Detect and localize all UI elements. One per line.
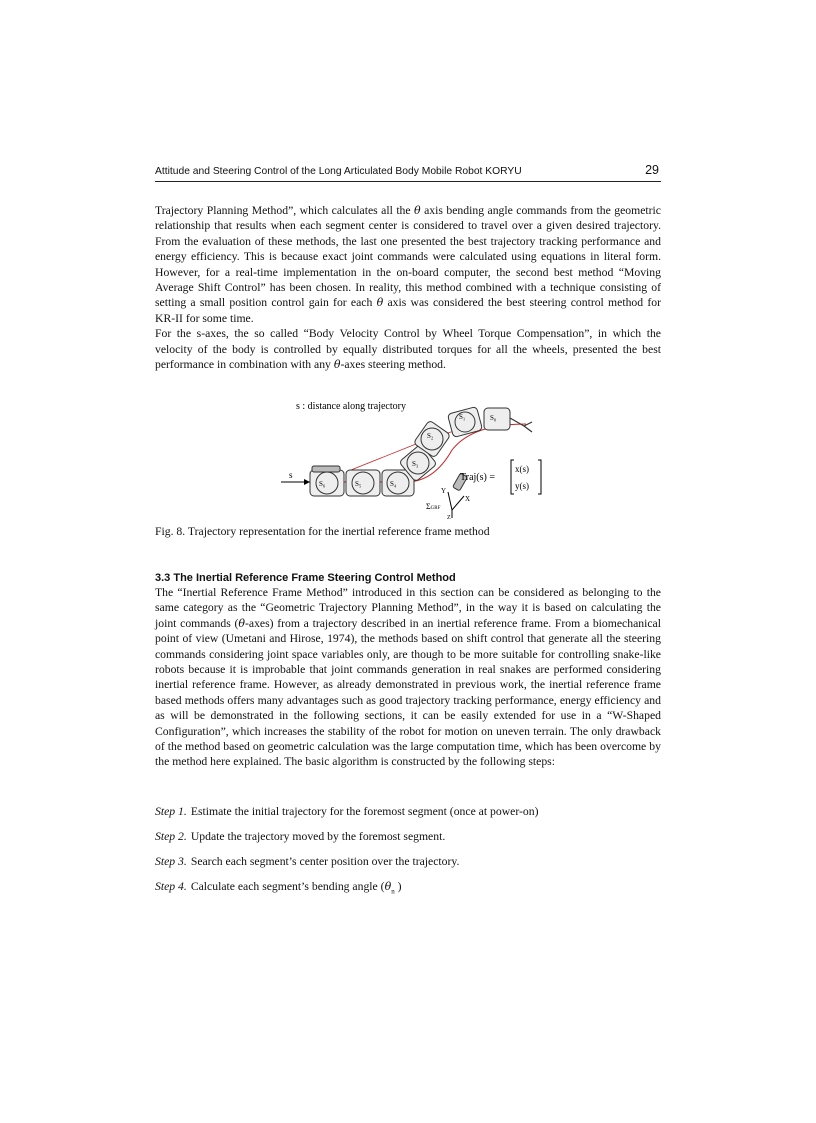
bracket-right [538,460,541,494]
svg-text:S₁: S₁ [459,413,466,421]
step-4: Step 4. Calculate each segment’s bending angle ($\theta_n$ ) [155,880,402,896]
trajectory-figure [276,398,556,520]
bracket-left [511,460,514,494]
p2-text-a: For the s-axes, the so called “Body Velocity Control by Wheel Torque Compensation”, in which the velocity of the body is controlled by equally distributed torques for all the wheels, presented the best performance in combination with any [155,327,661,372]
theta-symbol: θ [414,204,421,217]
p1-text-a: Trajectory Planning Method”, which calculates all the [155,204,415,217]
step-3: Step 3. Search each segment’s center position over the trajectory. [155,855,460,868]
paragraph-3 [155,585,661,770]
s-arrow-label: s [289,470,293,480]
p2-text-b: -axes steering method. [340,358,446,372]
running-title: Attitude and Steering Control of the Long Articulated Body Mobile Robot KORYU [155,166,522,177]
p3-text-a: The “Inertial Reference Frame Method” introduced in this section can be considered as belonging to the same category as the “Geometric Trajectory Planning Method”, in the way it is based on calculating the joint commands ( [155,586,661,630]
guide-pad [312,466,340,472]
page-number: 29 [645,163,659,177]
axis-x-label: X [465,495,471,503]
p3-text-b: -axes) from a trajectory described in an inertial reference frame. From a biomechanical point of view (Umetani and Hirose, 1974), the methods based on shift control that generate all the steering commands considering joint space variables only, are though to be more suitable for controlling snake-like robots because it is improbable that joint commands generation in real snakes are performed considering inertial reference frame. However, as already demonstrated in previous work, the inertial reference frame based methods offers many advantages such as good trajectory tracking performance, energy efficiency and as will be demonstrated in the following sections, it can be easily extended for use in a “W-Shaped Configuration”, which increases the stability of the robot for motion on uneven terrain. The only drawback of the method based on geometric calculation was the large computation time, which has been overcome by the method here explained. The basic algorithm is constructed by the following steps: [155,616,661,769]
frame-label: ΣGRF [426,502,441,511]
svg-text:S₆: S₆ [319,480,326,488]
running-header [155,163,661,182]
axis-y-line [448,492,452,510]
s-arrow-head [304,479,310,485]
segment-s0 [484,408,532,432]
section-heading: 3.3 The Inertial Reference Frame Steering Control Method [155,572,456,584]
theta-symbol: θ [384,880,392,893]
traj-equation-label: Traj(s) = [460,472,495,483]
svg-text:S₅: S₅ [355,480,362,488]
svg-text:S₂: S₂ [427,432,434,440]
theta-symbol: θ [376,296,384,310]
p1-text-c: axis was considered the best steering control method for KR-II for some time. [155,296,661,325]
segment-s1 [447,407,482,438]
axis-z-label: Z [447,515,451,520]
segment-s6 [310,470,344,496]
figure-caption: Fig. 8. Trajectory representation for the inertial reference frame method [155,525,490,538]
theta-subscript: n [391,887,395,896]
theta-symbol: θ [333,358,341,372]
svg-text:S₄: S₄ [390,480,397,488]
paragraph-1 [155,203,661,372]
traj-ys: y(s) [515,481,529,491]
segment-s5 [346,470,380,496]
step-2: Step 2. Update the trajectory moved by the foremost segment. [155,830,446,843]
svg-text:S₀: S₀ [490,414,497,422]
svg-text:S₃: S₃ [412,460,419,468]
fig-top-label: s : distance along trajectory [296,401,406,412]
step-1: Step 1. Estimate the initial trajectory for the foremost segment (once at power-on) [155,805,539,818]
traj-xs: x(s) [515,464,529,474]
axis-x-line [452,496,464,510]
p1-text-b: axis bending angle commands from the geometric relationship that results when each segment center is considered to travel over a given desired trajectory. From the evaluation of these methods, the last one presented the best trajectory tracking performance and energy efficiency. This is because exact joint commands were calculated using equations in literal form. However, for a real-time implementation in the on-board computer, the second best method “Moving Average Shift Control” has been chosen. In reality, this method combined with a technique consisting of setting a small position control gain for each [155,204,661,310]
theta-symbol: θ [238,616,245,630]
axis-y-label: Y [441,487,447,495]
